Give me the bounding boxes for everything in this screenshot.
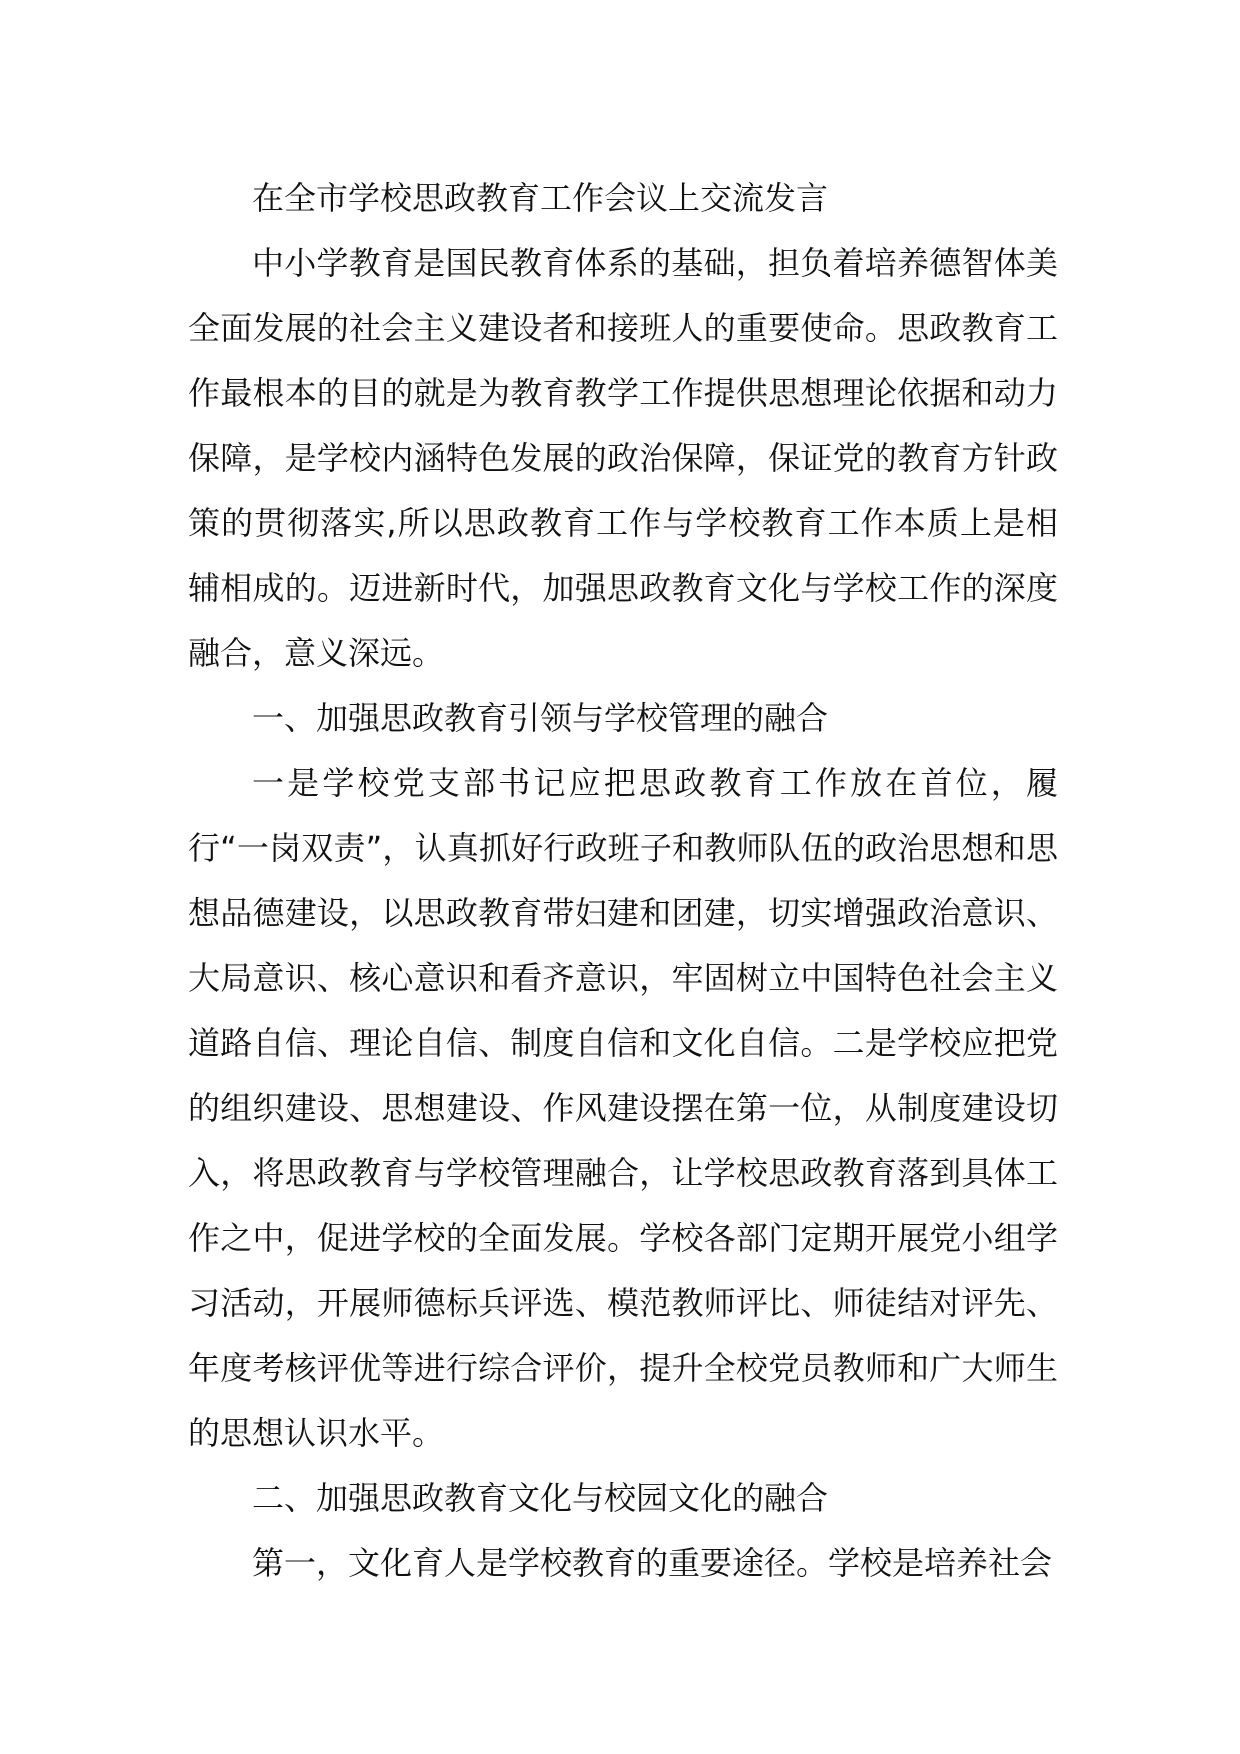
document-title: 在全市学校思政教育工作会议上交流发言 — [252, 179, 829, 217]
paragraph-section-1: 一是学校党支部书记应把思政教育工作放在首位，履行“一岗双责”，认真抓好行政班子和教师队伍的政治思想和思想品德建设，以思政教育带妇建和团建，切实增强政治意识、大局意识、核心意识和看齐意识，牢固树立中国特色社会主义道路自信、理论自信、制度自信和文化自信。二是学校应把党的组织建设、思想建设、作风建设摆在第一位，从制度建设切入，将思政教育与学校管理融合，让学校思政教育落到具体工作之中，促进学校的全面发展。学校各部门定期开展党小组学习活动，开展师德标兵评选、模范教师评比、师徒结对评先、年度考核评优等进行综合评价，提升全校党员教师和广大师生的思想认识水平。 — [188, 764, 1058, 1452]
paragraph-intro: 中小学教育是国民教育体系的基础，担负着培养德智体美全面发展的社会主义建设者和接班人的重要使命。思政教育工作最根本的目的就是为教育教学工作提供思想理论依据和动力保障，是学校内涵特色发展的政治保障，保证党的教育方针政策的贯彻落实,所以思政教育工作与学校教育工作本质上是相辅相成的。迈进新时代，加强思政教育文化与学校工作的深度融合，意义深远。 — [188, 244, 1058, 672]
section-heading-2: 二、加强思政教育文化与校园文化的融合 — [252, 1479, 829, 1517]
document-body — [188, 166, 1058, 1596]
paragraph-section-2: 第一，文化育人是学校教育的重要途径。学校是培养社会 — [252, 1544, 1053, 1582]
section-heading-1: 一、加强思政教育引领与学校管理的融合 — [252, 699, 829, 737]
